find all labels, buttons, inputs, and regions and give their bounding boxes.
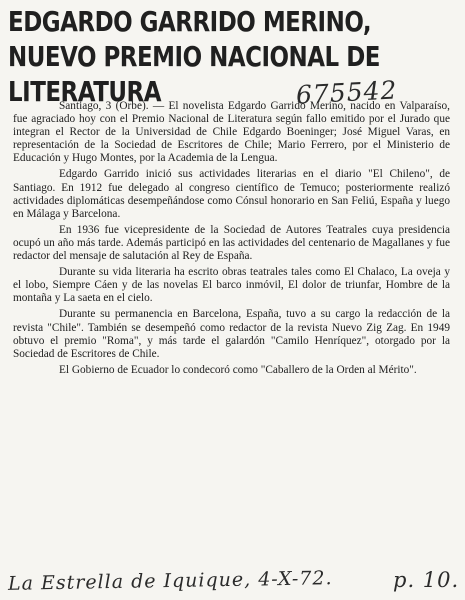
- article-paragraph: Durante su permanencia en Barcelona, España, tuvo a su cargo la redacción de la revista "Chile". También se desempeñó como redactor de la revista Nuevo Zig Zag. En 1949 obtuvo el premio "Roma", y más tarde el galardón "Camilo Henríquez", otorgado por la Sociedad de Escritores de Chile.: [13, 308, 450, 360]
- article-paragraph: En 1936 fue vicepresidente de la Sociedad de Autores Teatrales cuya presidencia ocupó un año más tarde. Además participó en las actividades del centenario de Magallanes y fue redactor del mensaje de salutación al Rey de España.: [13, 223, 450, 263]
- article-paragraph: El Gobierno de Ecuador lo condecoró como "Caballero de la Orden al Mérito".: [59, 363, 417, 376]
- article-paragraph: Santiago, 3 (Orbe). — El novelista Edgardo Garrido Merino, nacido en Valparaíso, fue agraciado hoy con el Premio Nacional de Literatura según fallo emitido por el Jurado que integran el Rector de la Universidad de Chile Edgardo Boeninger; José Miguel Varas, en representación de la Sociedad de Escritores de Chile; Mario Ferrero, por el Ministerio de Educación y Hugo Montes, por la Academia de la Lengua.: [13, 100, 450, 165]
- handwritten-page-note: p. 10.: [393, 568, 460, 592]
- article-paragraph: Edgardo Garrido inició sus actividades literarias en el diario "El Chileno", de Santiago. En 1912 fue delegado al congreso científico de Temuco; posteriormente realizó actividades diplomáticas desempeñándose como Cónsul honorario en San Feliú, España y luego en Málaga y Barcelona.: [13, 168, 450, 220]
- handwritten-catalog-number: 675542: [295, 75, 399, 110]
- article-headline: EDGARDO GARRIDO MERINO, NUEVO PREMIO NACIONAL DE LITERATURA: [8, 5, 380, 108]
- article-paragraph: Durante su vida literaria ha escrito obras teatrales tales como El Chalaco, La oveja y el lobo, Siempre Cáen y de las novelas El barco inmóvil, El dolor de triunfar, Hombre de la montaña y La saeta en el cielo.: [13, 266, 450, 305]
- article-body: [13, 100, 450, 380]
- handwritten-source-note: La Estrella de Iquique, 4-X-72.: [7, 567, 333, 595]
